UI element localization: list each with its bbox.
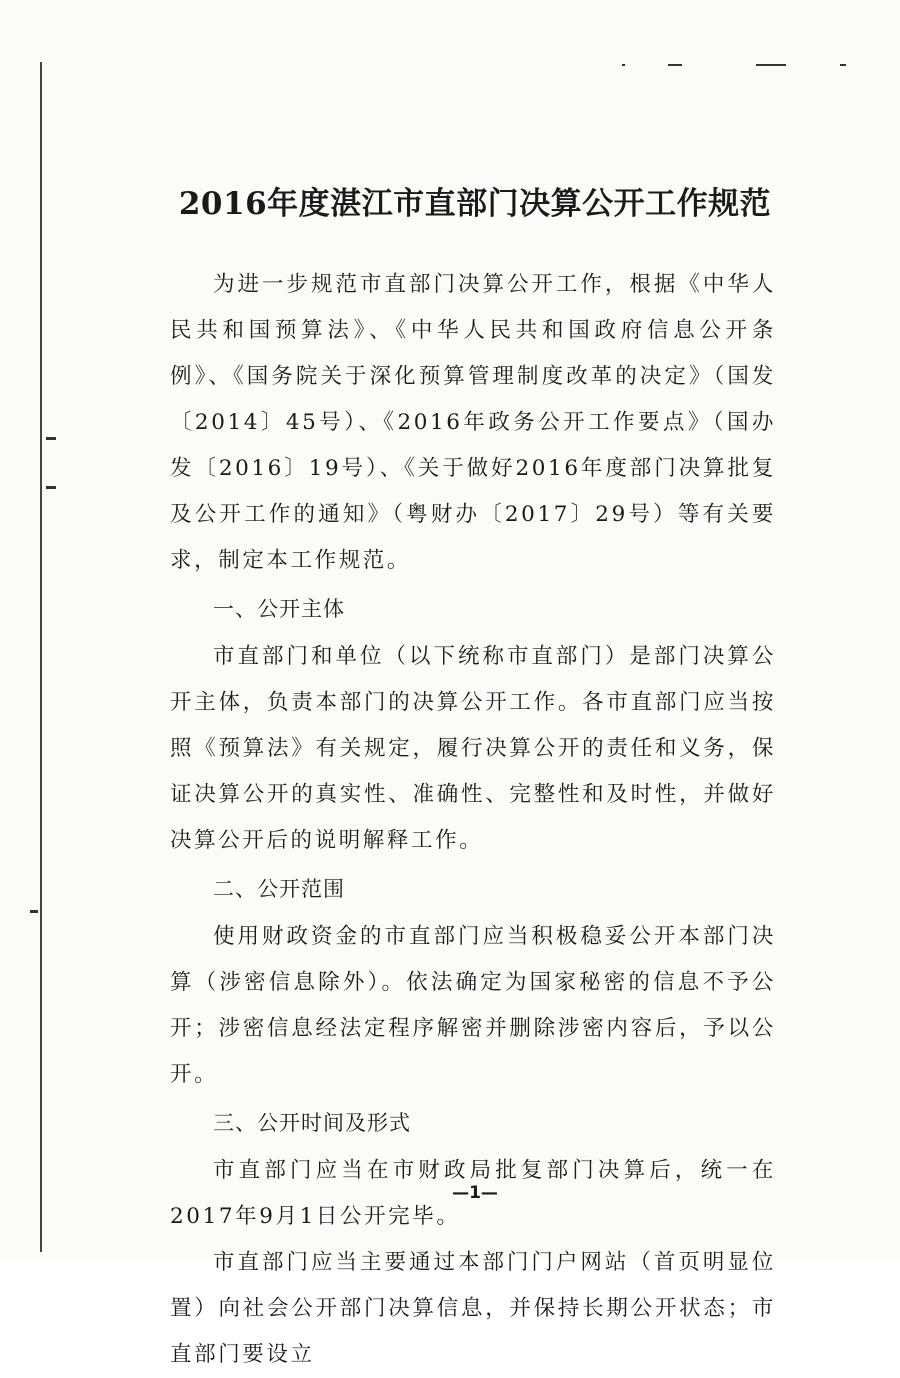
section-paragraph: 市直部门应当在市财政局批复部门决算后，统一在2017年9月1日公开完毕。 <box>170 1158 776 1229</box>
scan-margin-line <box>40 62 42 1252</box>
section-paragraph: 使用财政资金的市直部门应当积极稳妥公开本部门决算（涉密信息除外）。依法确定为国家秘密的信息不予公开；涉密信息经法定程序解密并删除涉密内容后，予以公开。 <box>170 924 776 1087</box>
section-heading: 三、公开时间及形式 <box>213 1111 411 1135</box>
page-number: —1— <box>452 1183 498 1203</box>
scan-mark <box>46 486 56 489</box>
section-heading: 二、公开范围 <box>213 877 345 901</box>
section-paragraph: 市直部门和单位（以下统称市直部门）是部门决算公开主体，负责本部门的决算公开工作。各市直部门应当按照《预算法》有关规定，履行决算公开的责任和义务，保证决算公开的真实性、准确性、完整性和及时性，并做好决算公开后的说明解释工作。 <box>170 644 776 853</box>
scan-mark <box>668 64 682 66</box>
scan-mark <box>840 64 846 66</box>
document-title: 2016年度湛江市直部门决算公开工作规范 <box>178 186 772 222</box>
scan-mark <box>46 437 56 440</box>
section-heading: 一、公开主体 <box>213 597 345 621</box>
intro-paragraph: 为进一步规范市直部门决算公开工作，根据《中华人民共和国预算法》、《中华人民共和国政府信息公开条例》、《国务院关于深化预算管理制度改革的决定》（国发〔2014〕45号）、《2016年政务公开工作要点》（国办发〔2016〕19号）、《关于做好2016年度部门决算批复及公开工作的通知》（粤财办〔2017〕29号）等有关要求，制定本工作规范。 <box>170 272 776 573</box>
document-body <box>170 262 776 1378</box>
section-paragraph: 市直部门应当主要通过本部门门户网站（首页明显位置）向社会公开部门决算信息，并保持长期公开状态；市直部门要设立 <box>170 1250 776 1367</box>
scan-mark <box>30 910 38 913</box>
scan-mark <box>622 64 625 66</box>
scan-mark <box>756 64 786 66</box>
